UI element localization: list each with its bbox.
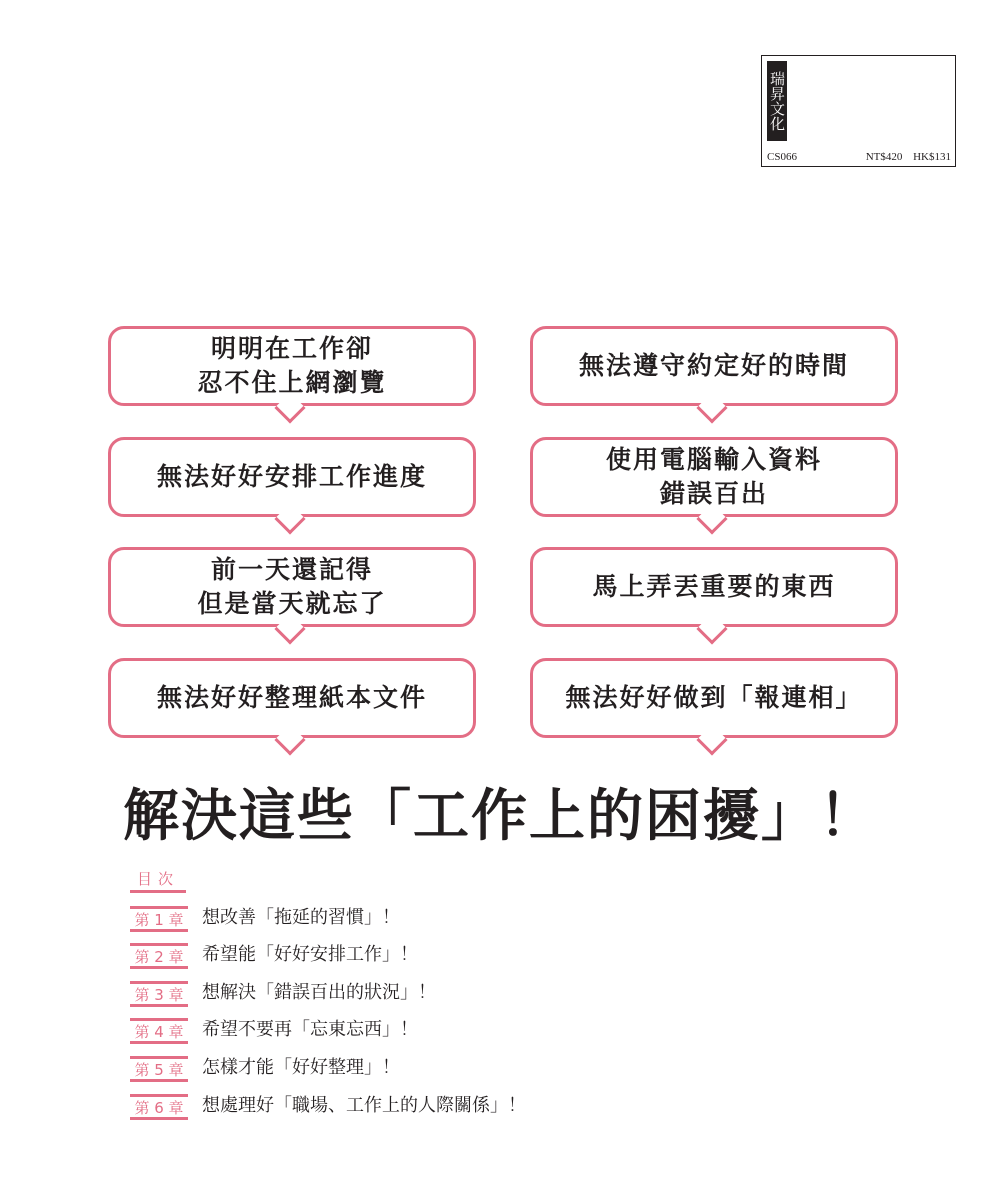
publisher-logo: 瑞昇文化 xyxy=(767,61,787,141)
bubble-text: 無法好好安排工作進度 xyxy=(156,462,427,491)
book-price: NT$420 HK$131 xyxy=(865,151,951,163)
chapter-title: 希望能「好好安排工作」！ xyxy=(202,944,418,965)
worry-bubble xyxy=(108,326,476,406)
book-code: CS066 xyxy=(767,151,797,163)
chapter-title: 希望不要再「忘東忘西」！ xyxy=(202,1019,418,1040)
bubble-text: 無法好好做到「報連相」 xyxy=(565,683,863,712)
toc-title: 目次 xyxy=(130,868,186,893)
bubble-text: 前一天還記得 但是當天就忘了 xyxy=(197,555,387,618)
worry-bubble xyxy=(108,547,476,627)
worry-bubble xyxy=(108,437,476,517)
chapter-title: 想改善「拖延的習慣」！ xyxy=(202,907,400,928)
bubble-text: 馬上弄丟重要的東西 xyxy=(592,572,836,601)
chapter-label: 第 1 章 xyxy=(130,906,188,932)
chapter-label: 第 2 章 xyxy=(130,943,188,969)
chapter-label: 第 6 章 xyxy=(130,1094,188,1120)
chapter-title: 想處理好「職場、工作上的人際關係」！ xyxy=(202,1095,526,1116)
bubble-tail xyxy=(696,392,727,423)
bubble-tail xyxy=(696,724,727,755)
worry-bubble xyxy=(530,547,898,627)
worry-bubble xyxy=(530,437,898,517)
headline: 解決這些「工作上的困擾」！ xyxy=(123,784,877,849)
bubble-text: 無法遵守約定好的時間 xyxy=(578,351,849,380)
bubble-text: 無法好好整理紙本文件 xyxy=(156,683,427,712)
worry-bubble xyxy=(530,658,898,738)
worry-bubble xyxy=(530,326,898,406)
chapter-label: 第 5 章 xyxy=(130,1056,188,1082)
chapter-label: 第 4 章 xyxy=(130,1018,188,1044)
publisher-price-box xyxy=(761,55,956,167)
chapter-label: 第 3 章 xyxy=(130,981,188,1007)
bubble-tail xyxy=(696,613,727,644)
chapter-title: 怎樣才能「好好整理」！ xyxy=(202,1057,400,1078)
bubble-tail xyxy=(274,724,305,755)
chapter-title: 想解決「錯誤百出的狀況」！ xyxy=(202,982,436,1003)
worry-bubble xyxy=(108,658,476,738)
bubble-tail xyxy=(274,503,305,534)
bubble-text: 明明在工作卻 忍不住上網瀏覽 xyxy=(197,334,387,397)
bubble-text: 使用電腦輸入資料 錯誤百出 xyxy=(605,445,822,508)
